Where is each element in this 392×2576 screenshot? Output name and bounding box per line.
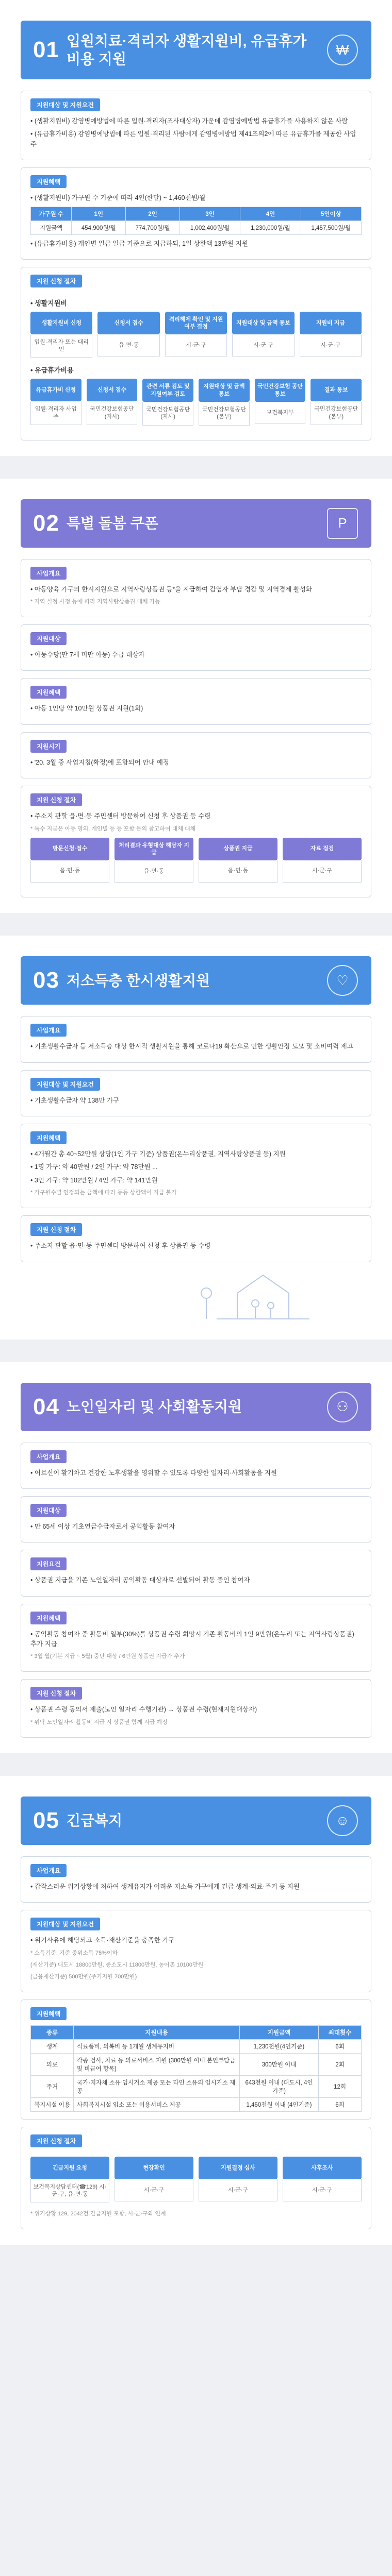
flow-step-body: 시·군·구 xyxy=(300,334,362,357)
section-number: 04 xyxy=(33,1394,59,1419)
section-gap xyxy=(0,456,392,479)
target-card xyxy=(21,1496,371,1543)
overview-card xyxy=(21,1016,371,1062)
section-2 xyxy=(0,479,392,913)
flow-step-body: 입원·격리자 또는 대리인 xyxy=(30,334,92,358)
section-5 xyxy=(0,1776,392,2245)
flow-step xyxy=(87,379,138,425)
section-number: 05 xyxy=(33,1807,59,1833)
section-title: 저소득층 한시생활지원 xyxy=(66,972,210,989)
flow-step-body: 국민건강보험공단 (본부) xyxy=(199,402,250,426)
benefit-table xyxy=(30,2025,362,2112)
overview-card xyxy=(21,1443,371,1489)
flow-step xyxy=(255,379,306,425)
table-row xyxy=(31,2075,362,2097)
table-cell: 2회 xyxy=(319,2053,362,2075)
table-cell: 사회복지시설 입소 또는 이용서비스 제공 xyxy=(74,2097,240,2111)
flow-step-body: 보건복지상담센터(☎129) 시·군·구, 읍·면·동 xyxy=(30,2179,109,2203)
table-header: 가구원 수 xyxy=(31,207,72,221)
table-cell: 12회 xyxy=(319,2075,362,2097)
section-5-banner xyxy=(21,1797,371,1845)
procedure-flow xyxy=(30,379,362,425)
table-header: 지원금액 xyxy=(240,2025,319,2039)
card-tag: 지원 신청 절차 xyxy=(30,2134,82,2147)
card-text: • 상품권 수령 동의서 제출(노인 일자리 수행기관) → 상품권 수령(현재지원대상자) xyxy=(30,1706,257,1714)
table-row xyxy=(31,2053,362,2075)
section-gap xyxy=(0,913,392,936)
section-3 xyxy=(0,936,392,1339)
overview-card xyxy=(21,559,371,617)
flow-step-head: 국민건강보험 공단 통보 xyxy=(255,379,306,402)
section-4-banner xyxy=(21,1383,371,1431)
flow-step xyxy=(30,838,109,883)
card-tag: 지원혜택 xyxy=(30,686,67,699)
person-icon: ☺ xyxy=(327,1805,358,1836)
flow-step-head: 현장확인 xyxy=(115,2157,193,2179)
flow-step-head: 결과 통보 xyxy=(311,379,362,401)
card-tag: 사업개요 xyxy=(30,1024,67,1037)
section-title: 노인일자리 및 사회활동지원 xyxy=(66,1399,242,1415)
flow-step-head: 처리결과 유형대상 해당자 지급 xyxy=(115,838,193,861)
card-tag: 사업개요 xyxy=(30,1864,67,1877)
target-card xyxy=(21,1910,371,1992)
table-cell: 6회 xyxy=(319,2097,362,2111)
table-cell: 1,450천원 이내 (4인기준) xyxy=(240,2097,319,2111)
table-cell: 생계 xyxy=(31,2039,74,2053)
card-text: • 어르신이 활기차고 건강한 노후생활을 영위할 수 있도록 다양한 일자리·사회활동을 지원 xyxy=(30,1469,277,1477)
procedure-flow xyxy=(30,838,362,883)
section-2-banner xyxy=(21,499,371,548)
flow-step-head: 상품권 지급 xyxy=(199,838,277,860)
flow-step-body: 시·군·구 xyxy=(165,334,227,357)
procedure-card xyxy=(21,1679,371,1737)
heart-hand-icon: ♡ xyxy=(327,965,358,996)
table-cell: 454,900원/월 xyxy=(72,221,126,234)
flow-step-head: 지원대상 및 금액 통보 xyxy=(199,379,250,402)
flow-step xyxy=(30,379,81,425)
card-text: • 기초생활수급자 등 저소득층 대상 한시적 생활지원을 통해 코로나19 확산으로 인한 생활안정 도모 및 소비여력 제고 xyxy=(30,1043,353,1050)
table-header: 지원내용 xyxy=(74,2025,240,2039)
card-note: * 3월 월(기본 지급 ~ 5월) 중단 대상 / 6만원 상품권 지급가 추가 xyxy=(30,1653,185,1660)
card-tag: 지원대상 xyxy=(30,632,67,645)
benefit-card xyxy=(21,678,371,724)
flow-step xyxy=(199,838,277,883)
card-tag: 지원 신청 절차 xyxy=(30,1223,82,1236)
flow-step-body: 보건복지부 xyxy=(255,402,306,424)
card-text: • 기초생활수급자 약 138만 가구 xyxy=(30,1096,119,1104)
target-card xyxy=(21,1070,371,1116)
card-text: • 아동양육 가구의 한시지원으로 지역사랑상품권 등*을 지급하여 감염자 부담 경감 및 지역경제 활성화 xyxy=(30,585,312,593)
flow-step xyxy=(311,379,362,425)
flow-step-head: 신청서 접수 xyxy=(87,379,138,401)
section-number: 02 xyxy=(33,510,59,536)
flow-step-body: 시·군·구 xyxy=(283,860,362,883)
table-row xyxy=(31,2039,362,2053)
flow-step-head: 지원대상 및 금액 통보 xyxy=(232,312,294,334)
flow-step xyxy=(115,838,193,883)
card-text: • 주소지 관할 읍·면·동 주민센터 방문하여 신청 후 상품권 등 수령 xyxy=(30,812,211,820)
flow-step xyxy=(165,312,227,358)
card-note: * 소득기준: 기준 중위소득 75%이하 xyxy=(30,1950,118,1956)
flow-step-head: 지원비 지급 xyxy=(300,312,362,334)
card-tag: 지원혜택 xyxy=(30,2007,67,2020)
flow-step-body: 시·군·구 xyxy=(283,2179,362,2201)
benefit-card xyxy=(21,1999,371,2120)
card-text: • 만 65세 이상 기초연금수급자로서 공익활동 참여자 xyxy=(30,1522,175,1530)
section-title: 입원치료·격리자 생활지원비, 유급휴가비용 지원 xyxy=(66,33,307,67)
family-house-icon xyxy=(21,1262,371,1324)
benefit-card xyxy=(21,167,371,260)
table-header: 5인이상 xyxy=(301,207,361,221)
money-icon: ₩ xyxy=(327,35,358,65)
flow-step-head: 자료 점검 xyxy=(283,838,362,860)
flow-step-body: 국민건강보험공단 (지사) xyxy=(87,401,138,425)
card-note: * 지역 실정 사정 등에 따라 지역사랑상품권 대체 가능 xyxy=(30,599,160,605)
card-text: • 아동수당(만 7세 미만 아동) 수급 대상자 xyxy=(30,651,145,659)
section-number: 03 xyxy=(33,968,59,993)
card-tag: 지원시기 xyxy=(30,740,67,753)
table-header: 1인 xyxy=(72,207,126,221)
table-header: 3인 xyxy=(179,207,240,221)
table-cell: 지원금액 xyxy=(31,221,72,234)
table-cell: 643천원 이내 (대도시, 4인기준) xyxy=(240,2075,319,2097)
card-tag: 지원혜택 xyxy=(30,1131,67,1144)
procedure-flow xyxy=(30,2157,362,2203)
table-cell: 1,002,400원/월 xyxy=(179,221,240,234)
flow-step-body: 입원·격리자 사업주 xyxy=(30,401,81,425)
card-note: * 가구원수별 인정되는 금액에 따라 등등 상한액이 지급 불가 xyxy=(30,1190,177,1196)
card-tag: 지원대상 및 지원요건 xyxy=(30,98,100,111)
flow-step-body: 시·군·구 xyxy=(199,2179,277,2201)
table-row xyxy=(31,221,362,234)
card-text: • (생활지원비) 가구원 수 기준에 따라 4인(한달) ~ 1,460천원/월 xyxy=(30,194,206,202)
card-note: * 특수 지급은 아동 명의, 개인별 등 등 포함 문의 참고하여 대체 대체 xyxy=(30,825,196,832)
section-4 xyxy=(0,1362,392,1753)
card-note: * 위기상황 129, 2042건 긴급지원 포함, 시·군·구와 연계 xyxy=(30,2211,166,2217)
card-text: • (생활지원비) 감염병예방법에 따른 입원·격리자(조사대상자) 가운데 감염병예방법 유급휴가를 사용하지 않은 사람 xyxy=(30,117,348,125)
flow-step xyxy=(142,379,193,425)
flow-step-head: 긴급지원 요청 xyxy=(30,2157,109,2179)
table-header: 종류 xyxy=(31,2025,74,2039)
table-header: 4인 xyxy=(240,207,301,221)
flow-step-head: 사후조사 xyxy=(283,2157,362,2179)
section-title: 특별 돌봄 쿠폰 xyxy=(66,515,158,532)
table-cell: 6회 xyxy=(319,2039,362,2053)
flow-step-body: 시·군·구 xyxy=(115,2179,193,2201)
flow-step-body: 읍·면·동 xyxy=(97,334,159,357)
card-text: • 4개월간 총 40~52만원 상당(1인 가구 기준) 상품권(온누리상품권, 지역사랑상품권 등) 지원 xyxy=(30,1150,286,1158)
flow-step-body: 읍·면·동 xyxy=(115,860,193,883)
card-text: • 갑작스러운 위기상황에 처하여 생계유지가 어려운 저소득 가구에게 긴급 생계·의료·주거 등 지원 xyxy=(30,1883,300,1890)
table-cell: 1,230천원(4인기준) xyxy=(240,2039,319,2053)
card-tag: 지원 신청 절차 xyxy=(30,275,82,287)
table-cell: 1,457,500원/월 xyxy=(301,221,361,234)
card-tag: 지원 신청 절차 xyxy=(30,793,82,806)
card-text: • (유급휴가비용) 감염병예방법에 따른 입원·격리된 사람에게 감염병예방법 제41조의2에 따른 유급휴가를 제공한 사업주 xyxy=(30,130,356,148)
card-note: (재산기준) 대도시 18800만원, 중소도시 11800만원, 농어촌 10100만원 xyxy=(30,1961,204,1968)
requirement-card xyxy=(21,1550,371,1596)
flow-step-head: 관련 서류 검토 및 지원여부 검토 xyxy=(142,379,193,402)
flow-step-head: 격리해제 확인 및 지원여부 결정 xyxy=(165,312,227,335)
card-text: • 1명 가구: 약 40만원 / 2인 가구: 약 78만원 ... xyxy=(30,1163,158,1171)
flow-step xyxy=(232,312,294,358)
card-note: (금융재산기준) 500만원(주거지원 700만원) xyxy=(30,1973,137,1980)
card-text: • 주소지 관할 읍·면·동 주민센터 방문하여 신청 후 상품권 등 수령 xyxy=(30,1242,211,1250)
flow-step xyxy=(283,838,362,883)
section-1-banner xyxy=(21,21,371,79)
card-text: • 공익활동 참여자 중 활동비 일부(30%)를 상품권 수령 희망시 기존 활동비의 1인 9만원(온누리 또는 지역사랑상품권) 추가 지급 xyxy=(30,1630,354,1648)
section-3-banner xyxy=(21,956,371,1005)
table-cell: 복지시설 이용 xyxy=(31,2097,74,2111)
flow-step xyxy=(199,2157,277,2203)
subheading: • 생활지원비 xyxy=(30,299,67,307)
family-illustration xyxy=(21,1262,371,1324)
section-title: 긴급복지 xyxy=(66,1812,123,1829)
card-tag: 지원 신청 절차 xyxy=(30,1687,82,1700)
flow-step xyxy=(300,312,362,358)
card-text: • 아동 1인당 약 10만원 상품권 지원(1회) xyxy=(30,705,143,713)
flow-step-head: 유급휴가비 신청 xyxy=(30,379,81,401)
card-tag: 지원요건 xyxy=(30,1557,67,1570)
table-header: 최대횟수 xyxy=(319,2025,362,2039)
flow-step-body: 읍·면·동 xyxy=(30,860,109,883)
card-text: • (유급휴가비용) 개인별 일급 일급 기준으로 지급하되, 1일 상한액 13만원 지원 xyxy=(30,240,248,247)
card-tag: 지원대상 및 지원요건 xyxy=(30,1918,100,1930)
flow-step xyxy=(30,2157,109,2203)
flow-step xyxy=(30,312,92,358)
table-cell: 300만원 이내 xyxy=(240,2053,319,2075)
flow-step-head: 지원결정 심사 xyxy=(199,2157,277,2179)
flow-step-body: 읍·면·동 xyxy=(199,860,277,883)
coupon-icon: P xyxy=(327,508,358,539)
table-cell: 국가·지자체 소유 임시거소 제공 또는 타인 소유의 임시거소 제공 xyxy=(74,2075,240,2097)
eligibility-card xyxy=(21,91,371,160)
flow-step-head: 생활지원비 신청 xyxy=(30,312,92,334)
card-tag: 지원혜택 xyxy=(30,1612,67,1624)
procedure-card xyxy=(21,267,371,440)
section-gap xyxy=(0,1340,392,1362)
card-note: * 위탁 노인일자리 활동비 지급 시 상품권 함께 지급 예정 xyxy=(30,1719,168,1725)
table-header: 2인 xyxy=(126,207,180,221)
card-tag: 사업개요 xyxy=(30,1450,67,1463)
flow-step-body: 시·군·구 xyxy=(232,334,294,357)
flow-step-body: 국민건강보험공단 (본부) xyxy=(311,401,362,425)
procedure-flow xyxy=(30,312,362,358)
procedure-card xyxy=(21,786,371,897)
card-tag: 지원혜택 xyxy=(30,175,67,188)
procedure-card xyxy=(21,1215,371,1262)
procedure-card xyxy=(21,2127,371,2230)
card-text: • '20. 3월 중 사업지침(확정)에 포함되어 안내 예정 xyxy=(30,758,170,766)
flow-step-head: 신청서 접수 xyxy=(97,312,159,334)
benefit-card xyxy=(21,1604,371,1672)
flow-step-head: 방문신청·접수 xyxy=(30,838,109,860)
card-text: • 상품권 지급을 기존 노인일자리 공익활동 대상자로 선발되어 활동 중인 참여자 xyxy=(30,1577,250,1584)
benefit-table xyxy=(30,207,362,235)
overview-card xyxy=(21,1856,371,1903)
card-text: • 위기사유에 해당되고 소득·재산기준을 충족한 가구 xyxy=(30,1937,175,1944)
benefit-card xyxy=(21,1124,371,1208)
card-tag: 지원대상 및 지원요건 xyxy=(30,1078,100,1091)
timing-card xyxy=(21,732,371,778)
table-cell: 1,230,000원/월 xyxy=(240,221,301,234)
table-cell: 주거 xyxy=(31,2075,74,2097)
target-card xyxy=(21,624,371,671)
flow-step xyxy=(115,2157,193,2203)
subheading: • 유급휴가비용 xyxy=(30,366,74,375)
table-cell: 식료품비, 의복비 등 1개월 생계유지비 xyxy=(74,2039,240,2053)
table-cell: 774,700원/월 xyxy=(126,221,180,234)
table-cell: 의료 xyxy=(31,2053,74,2075)
flow-step xyxy=(97,312,159,358)
flow-step xyxy=(199,379,250,425)
card-tag: 사업개요 xyxy=(30,567,67,580)
card-text: • 3인 가구: 약 102만원 / 4인 가구: 약 141만원 xyxy=(30,1176,158,1184)
people-icon: ⚇ xyxy=(327,1392,358,1422)
section-number: 01 xyxy=(33,37,59,62)
flow-step-body: 국민건강보험공단 (지사) xyxy=(142,402,193,426)
card-tag: 지원대상 xyxy=(30,1504,67,1517)
section-1 xyxy=(0,0,392,456)
section-gap xyxy=(0,1753,392,1776)
table-cell: 각종 검사, 치료 등 의료서비스 지원 (300만원 이내 본인부담금 및 비급여 항목) xyxy=(74,2053,240,2075)
flow-step xyxy=(283,2157,362,2203)
table-row xyxy=(31,2097,362,2111)
